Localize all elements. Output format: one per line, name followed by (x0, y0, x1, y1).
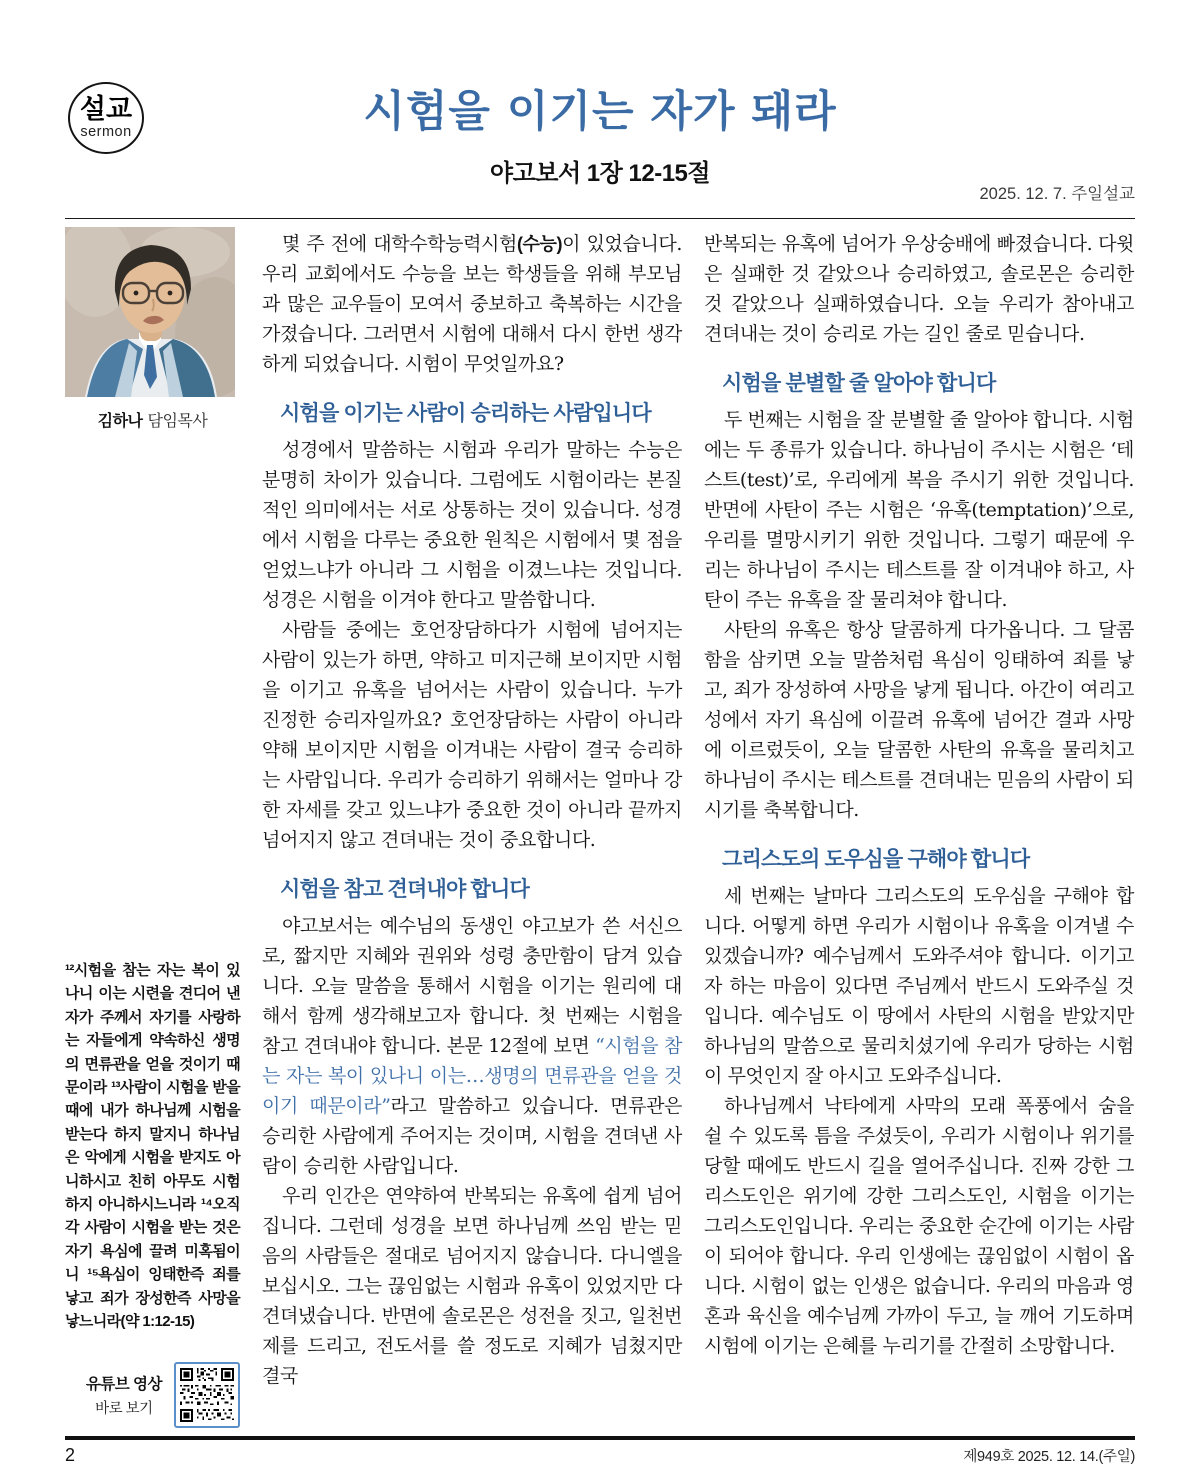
paragraph-text: 몇 주 전에 대학수학능력시험 (281, 233, 517, 255)
pastor-role: 담임목사 (147, 413, 208, 430)
paragraph: 두 번째는 시험을 잘 분별할 줄 알아야 합니다. 시험에는 두 종류가 있습니다. 하나님이 주시는 시험은 ‘테스트(test)’로, 우리에게 복을 주시기 위한 것입니다. 반면에 사탄이 주는 시험은 ‘유혹(temptation)’으로, 우리를 멸망시키기 위한 것입니다. 그렇기 때문에 우리는 하나님이 주시는 테스트를 잘 이겨내야 하고, 사탄이 주는 유혹을 잘 물리쳐야 합니다. (704, 409, 1134, 611)
youtube-qr-code (174, 1362, 240, 1428)
youtube-label-line2: 바로 보기 (95, 1400, 153, 1417)
section-heading-2: 시험을 참고 견뎌내야 합니다 (280, 878, 529, 901)
left-rail (65, 227, 240, 1428)
sermon-stamp (68, 82, 144, 154)
scripture-verse-text: ¹²시험을 참는 자는 복이 있나니 이는 시련을 견디어 낸 자가 주께서 자기를 사랑하는 자들에게 약속하신 생명의 면류관을 얻을 것이기 때문이라 ¹³사람이 시험을 받을 때에 내가 하나님께 시험을 받는다 하지 말지니 하나님은 악에게 시험을 받지도 아니하시고 친히 아무도 시험하지 아니하시느니라 ¹⁴오직 각 사람이 시험을 받는 것은 자기 욕심에 끌려 미혹됨이니 ¹⁵욕심이 잉태한즉 죄를 낳고 죄가 장성한즉 사망을 낳느니라(약 1:12-15) (65, 962, 240, 1331)
paragraph: 성경에서 말씀하는 시험과 우리가 말하는 수능은 분명히 차이가 있습니다. 그럼에도 시험이라는 본질적인 의미에서는 서로 상통하는 것이 있습니다. 성경에서 시험을 다루는 중요한 원칙은 시험에서 몇 점을 얻었느냐가 아니라 그 시험을 이겼느냐는 것입니다. 성경은 시험을 이겨야 한다고 말씀합니다. (262, 439, 682, 611)
page-footer (65, 1436, 1135, 1466)
sermon-stamp-korean: 설교 (79, 94, 133, 124)
main-content (65, 219, 1135, 1428)
section-heading-3: 시험을 분별할 줄 알아야 합니다 (722, 372, 996, 395)
photo-caption (65, 408, 240, 431)
paragraph-bold-text: (수능) (516, 234, 563, 254)
scripture-reference: 야고보서 1장 12-15절 (489, 160, 711, 187)
sermon-title: 시험을 이기는 자가 돼라 (363, 87, 837, 137)
youtube-link-block (65, 1362, 240, 1428)
paragraph: 사람들 중에는 호언장담하다가 시험에 넘어지는 사람이 있는가 하면, 약하고 미지근해 보이지만 시험을 이기고 유혹을 넘어서는 사람이 있습니다. 누가 진정한 승리자일까요? 호언장담하는 사람이 아니라 약해 보이지만 시험을 이겨내는 사람이 결국 승리하는 사람입니다. 우리가 승리하기 위해서는 얼마나 강한 자세를 갖고 있느냐가 중요한 것이 아니라 끝까지 넘어지지 않고 견뎌내는 것이 중요합니다. (262, 619, 682, 851)
issue-info: 제949호 2025. 12. 14.(주일) (963, 1448, 1135, 1465)
page-number: 2 (65, 1444, 76, 1465)
paragraph: 우리 인간은 연약하여 반복되는 유혹에 쉽게 넘어집니다. 그런데 성경을 보면 하나님께 쓰임 받는 믿음의 사람들은 절대로 넘어지지 않습니다. 다니엘을 보십시오. 그는 끊임없는 시험과 유혹이 있었지만 다 견뎌냈습니다. 반면에 솔로몬은 성전을 짓고, 일천번제를 드리고, 전도서를 쓸 정도로 지혜가 넘쳤지만 결국 (262, 1185, 682, 1387)
sermon-date: 2025. 12. 7. 주일설교 (979, 185, 1135, 203)
paragraph-text: 라고 말씀하고 있습니다. 면류관은 승리한 사람에게 주어지는 것이며, 시험을 견뎌낸 사람이 승리한 사람입니다. (262, 1095, 682, 1177)
paragraph: 세 번째는 날마다 그리스도의 도우심을 구해야 합니다. 어떻게 하면 우리가 시험이나 유혹을 이겨낼 수 있겠습니까? 예수님께서 도와주셔야 합니다. 이기고자 하는 마음이 있다면 주님께서 반드시 도와주실 것입니다. 예수님도 이 땅에서 사탄의 시험을 받았지만 하나님의 말씀으로 물리치셨기에 우리가 당하는 시험이 무엇인지 잘 아시고 도와주십니다. (704, 885, 1134, 1087)
paragraph: 반복되는 유혹에 넘어가 우상숭배에 빠졌습니다. 다윗은 실패한 것 같았으나 승리하였고, 솔로몬은 승리한 것 같았으나 실패하였습니다. 오늘 우리가 참아내고 견뎌내는 것이 승리로 가는 길인 줄로 믿습니다. (704, 233, 1134, 345)
scripture-quote: “시험을 참는 자는 복이 있나니 이는…생명의 면류관을 얻을 것이기 때문이라” (262, 1035, 682, 1117)
text-column-1 (262, 227, 682, 1428)
paragraph (262, 229, 682, 379)
paragraph: 하나님께서 낙타에게 사막의 모래 폭풍에서 숨을 쉴 수 있도록 틈을 주셨듯이, 우리가 시험이나 위기를 당할 때에도 반드시 길을 열어주십니다. 진짜 강한 그리스도인은 위기에 강한 그리스도인, 시험을 이기는 그리스도인입니다. 우리는 중요한 순간에 이기는 사람이 되어야 합니다. 우리 인생에는 끊임없이 시험이 옵니다. 시험이 없는 인생은 없습니다. 우리의 마음과 영혼과 육신을 예수님께 가까이 두고, 늘 깨어 기도하며 시험에 이기는 은혜를 누리기를 간절히 소망합니다. (704, 1095, 1134, 1357)
paragraph (262, 911, 682, 1181)
paragraph-text: 이 있었습니다. 우리 교회에서도 수능을 보는 학생들을 위해 부모님과 많은 교우들이 모여서 중보하고 축복하는 시간을 가졌습니다. 그러면서 시험에 대해서 다시 한번 생각하게 되었습니다. 시험이 무엇일까요? (262, 233, 682, 375)
section-heading-1: 시험을 이기는 사람이 승리하는 사람입니다 (280, 402, 651, 425)
pastor-portrait-illustration (65, 227, 235, 397)
paragraph: 사탄의 유혹은 항상 달콤하게 다가옵니다. 그 달콤함을 삼키면 오늘 말씀처럼 욕심이 잉태하여 죄를 낳고, 죄가 장성하여 사망을 낳게 됩니다. 아간이 여리고 성에서 자기 욕심에 이끌려 유혹에 넘어간 결과 사망에 이르렀듯이, 오늘 달콤한 사탄의 유혹을 물리치고 하나님이 주시는 테스트를 견뎌내는 믿음의 사람이 되시기를 축복합니다. (704, 619, 1134, 821)
youtube-label-line1: 유튜브 영상 (85, 1375, 162, 1393)
text-column-2 (704, 227, 1134, 1428)
qr-code-pattern (180, 1368, 234, 1422)
section-heading-4: 그리스도의 도우심을 구해야 합니다 (722, 848, 1030, 871)
page-header (65, 22, 1135, 218)
sermon-stamp-english: sermon (80, 124, 132, 140)
pastor-photo (65, 227, 235, 397)
paragraph-text: 야고보서는 예수님의 동생인 야고보가 쓴 서신으로, 짧지만 지혜와 권위와 성령 충만함이 담겨 있습니다. 오늘 말씀을 통해서 시험을 이기는 원리에 대해서 함께 생각해보고자 합니다. 첫 번째는 시험을 참고 견뎌내야 합니다. 본문 12절에 보면 (262, 915, 682, 1057)
pastor-name: 김하나 (97, 413, 143, 430)
